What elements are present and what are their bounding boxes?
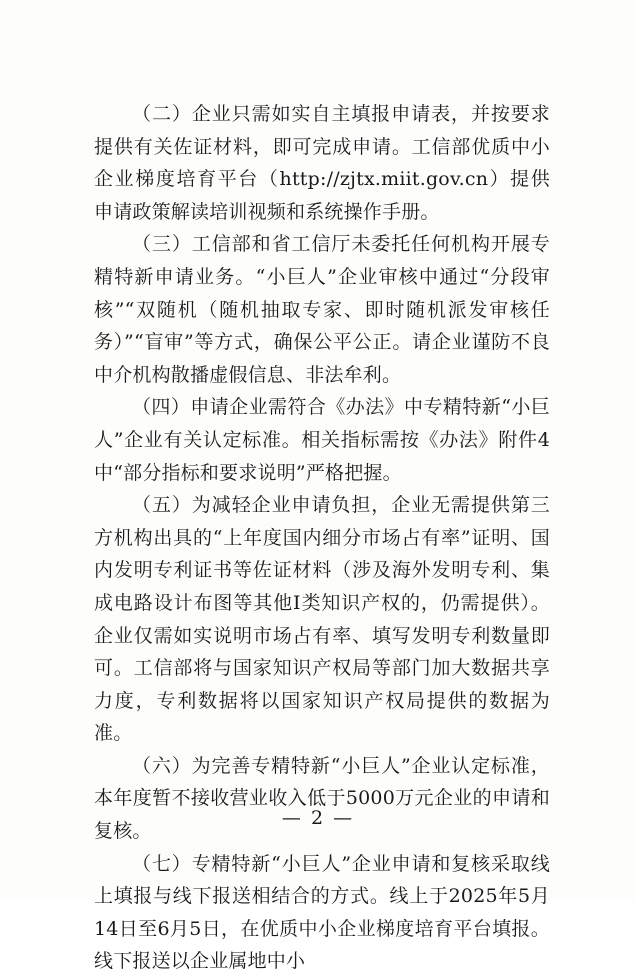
- paragraph-2: （二）企业只需如实自主填报申请表，并按要求提供有关佐证材料，即可完成申请。工信部优质中小企业梯度培育平台（http://zjtx.miit.gov.cn）提供申请政策解读培训视频和系统操作手册。: [94, 103, 550, 223]
- paragraph-5: （五）为减轻企业申请负担，企业无需提供第三方机构出具的“上年度国内细分市场占有率”证明、国内发明专利证书等佐证材料（涉及海外发明专利、集成电路设计布图等其他Ⅰ类知识产权的，仍需提供）。企业仅需如实说明市场占有率、填写发明专利数量即可。工信部将与国家知识产权局等部门加大数据共享力度，专利数据将以国家知识产权局提供的数据为准。: [94, 494, 550, 745]
- paragraph-7: （七）专精特新“小巨人”企业申请和复核采取线上填报与线下报送相结合的方式。线上于2025年5月14日至6月5日，在优质中小企业梯度培育平台填报。线下报送以企业属地中小: [94, 852, 550, 973]
- paragraph-3: （三）工信部和省工信厅未委托任何机构开展专精特新申请业务。“小巨人”企业审核中通过“分段审核”“双随机（随机抽取专家、即时随机派发审核任务）”“盲审”等方式，确保公平公正。请企业谨防不良中介机构散播虚假信息、非法牟利。: [94, 233, 550, 386]
- paragraph-4: （四）申请企业需符合《办法》中专精特新“小巨人”企业有关认定标准。相关指标需按《办法》附件4中“部分指标和要求说明”严格把握。: [94, 396, 550, 484]
- page-number: — 2 —: [281, 807, 355, 829]
- paragraph-6: （六）为完善专精特新“小巨人”企业认定标准，本年度暂不接收营业收入低于5000万元企业的申请和复核。: [94, 754, 550, 843]
- document-body: [94, 98, 550, 978]
